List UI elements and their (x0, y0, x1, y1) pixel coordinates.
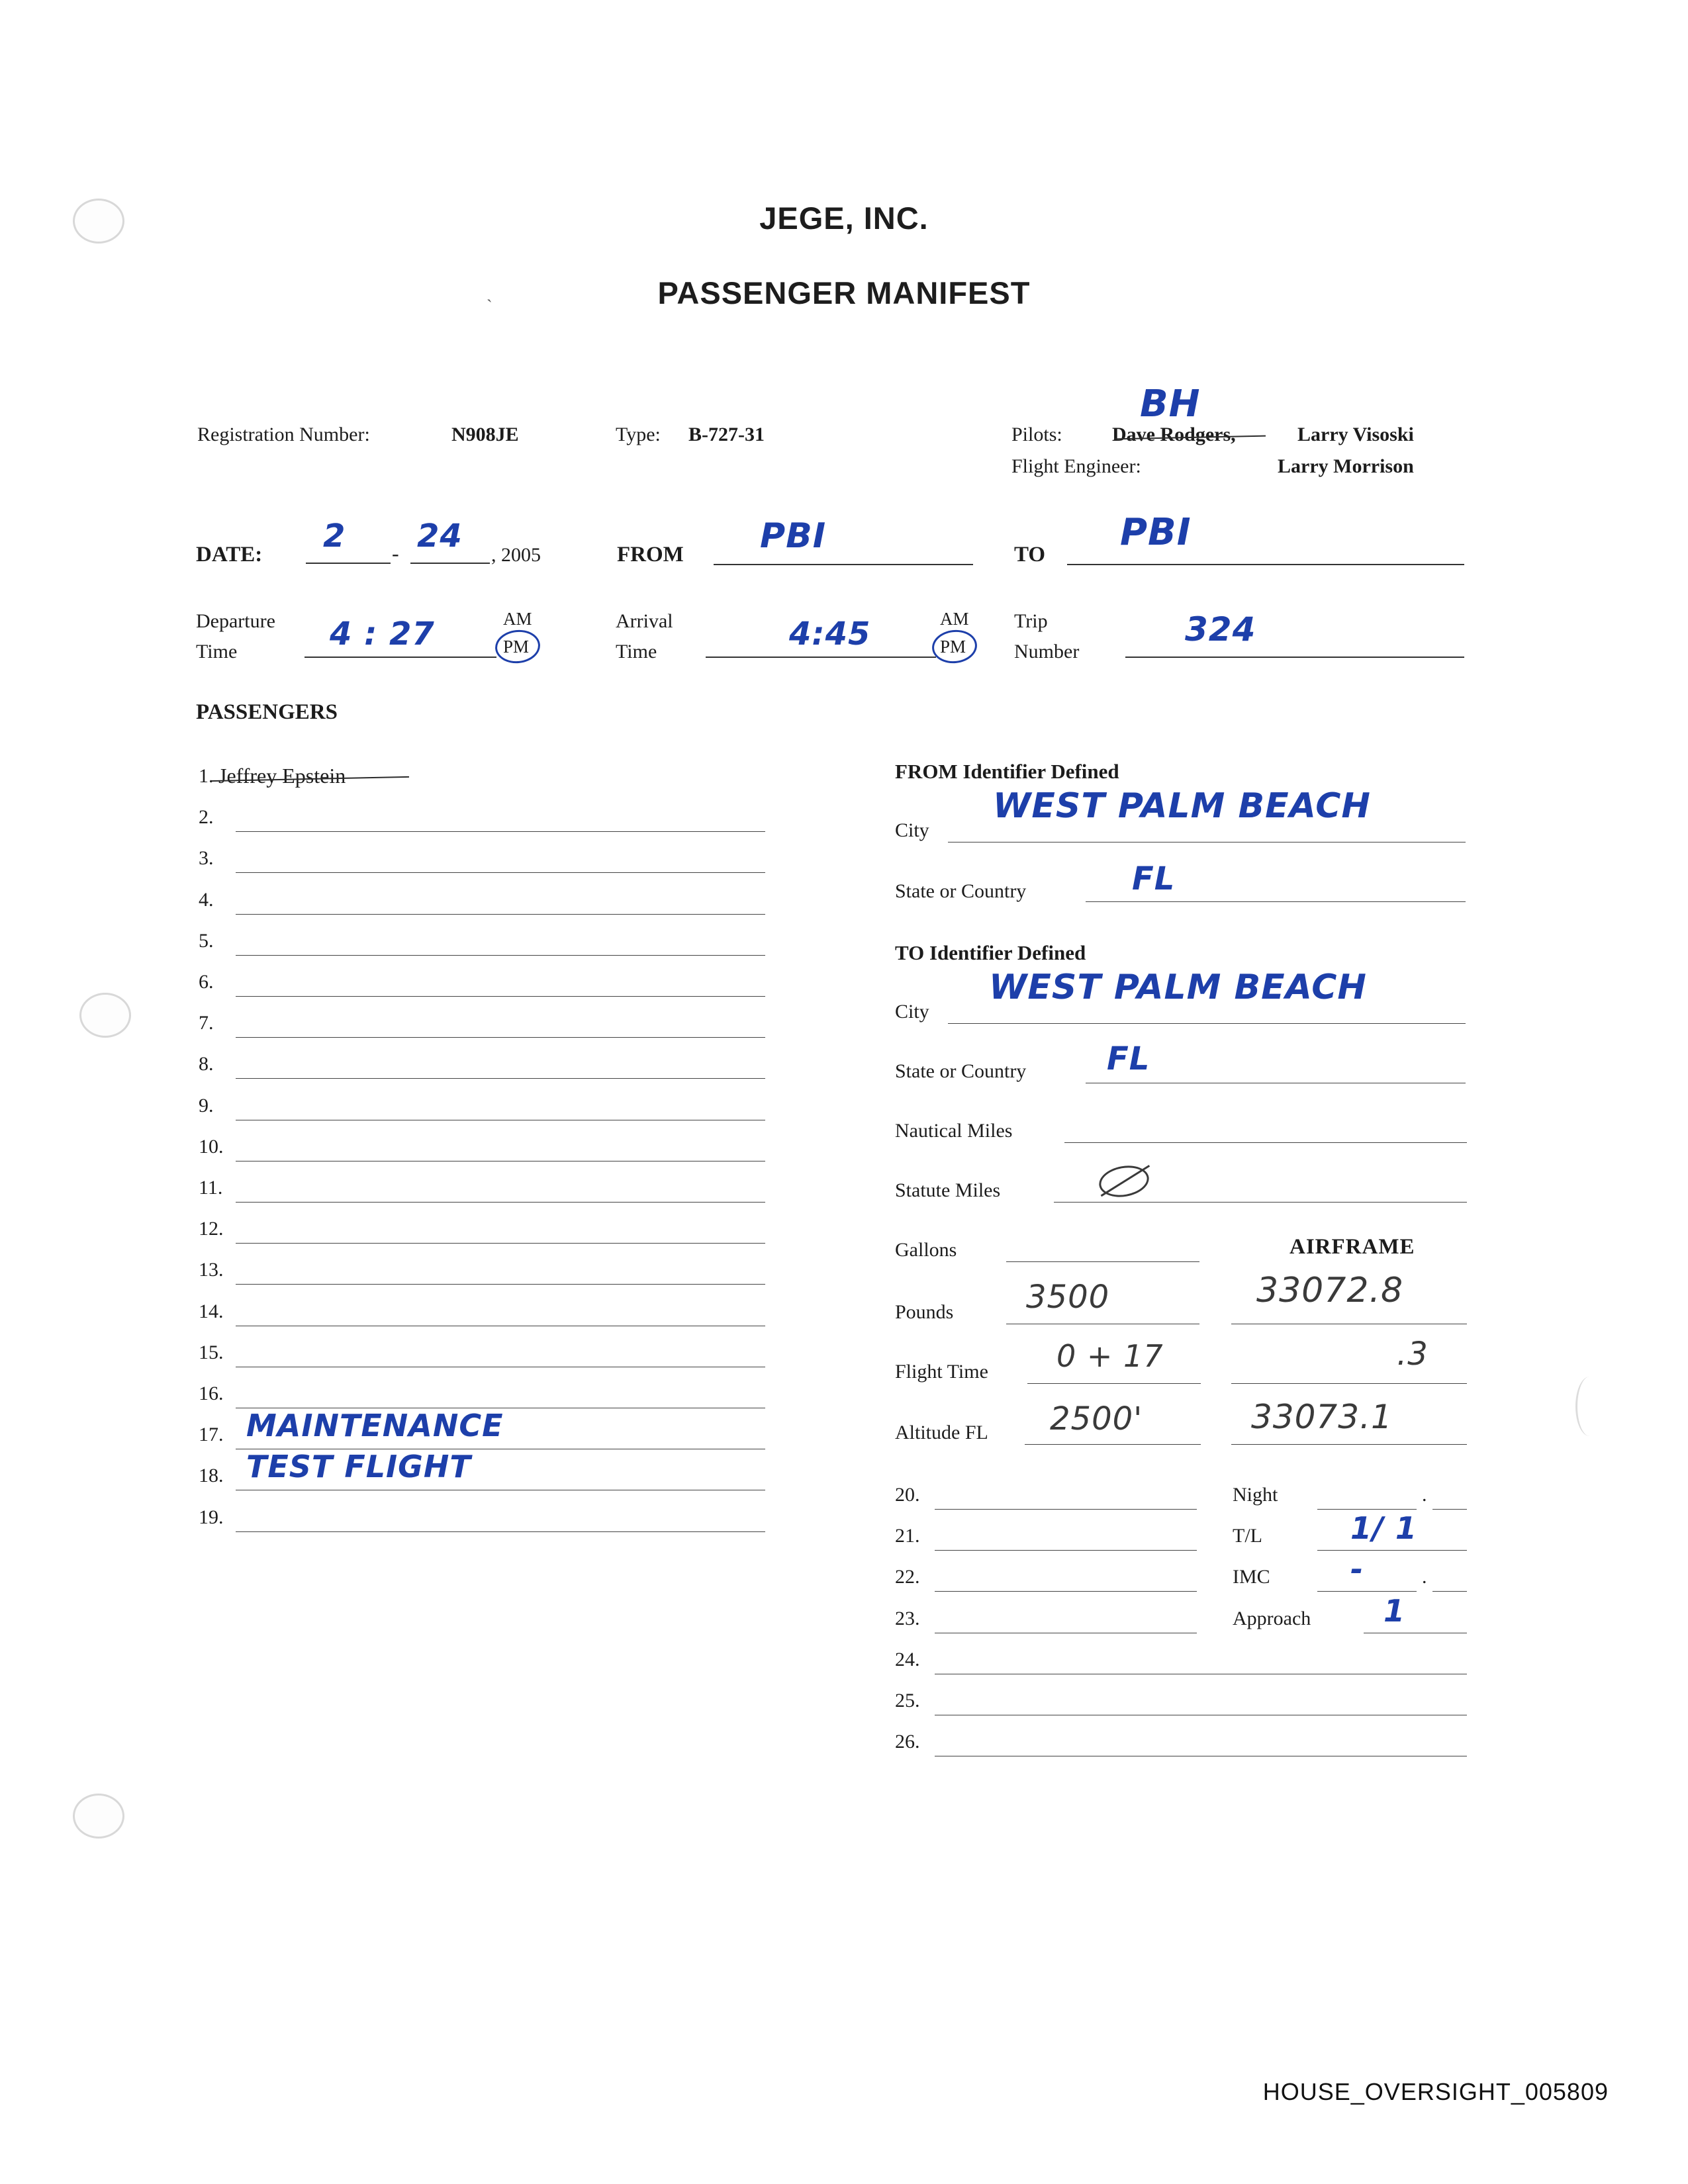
trip-number-value: 324 (1185, 610, 1256, 649)
gallons-label: Gallons (895, 1239, 957, 1261)
date-month-line (306, 563, 391, 564)
statute-miles-label: Statute Miles (895, 1179, 1001, 1201)
pounds-label: Pounds (895, 1301, 954, 1323)
passenger-row-line[interactable] (236, 1037, 765, 1038)
to-line (1067, 564, 1464, 565)
passenger-row-value: TEST FLIGHT (246, 1449, 471, 1485)
right-row-number: 26. (895, 1731, 920, 1753)
trip-label-line1: Trip (1014, 610, 1048, 632)
altitude-line (1025, 1444, 1201, 1445)
right-row-label-value: 1/ 1 (1350, 1510, 1417, 1547)
passenger-row-number: 19. (199, 1506, 224, 1528)
from-label: FROM (617, 543, 684, 567)
statute-miles-line (1054, 1202, 1467, 1203)
right-row-label: T/L (1233, 1525, 1262, 1547)
arrival-label-line1: Arrival (616, 610, 673, 632)
passenger-row-line[interactable] (236, 831, 765, 832)
passenger-row-line[interactable] (236, 1531, 765, 1532)
flight-time-airframe-value: .3 (1397, 1336, 1429, 1373)
departure-time-line (305, 657, 496, 658)
pilot-primary-value: Dave Rodgers, (1112, 424, 1236, 445)
altitude-value: 2500' (1050, 1400, 1143, 1437)
to-state-value: FL (1107, 1040, 1150, 1077)
from-identifier-heading: FROM Identifier Defined (895, 760, 1119, 783)
date-label: DATE: (196, 543, 263, 567)
from-line (714, 564, 973, 565)
altitude-airframe-line (1231, 1444, 1467, 1445)
passenger-row-line[interactable] (236, 1243, 765, 1244)
company-name: JEGE, INC. (759, 201, 929, 236)
footer-bates-stamp: HOUSE_OVERSIGHT_005809 (1262, 2078, 1609, 2105)
passenger-row-number: 6. (199, 971, 214, 993)
right-row-label-value: - (1350, 1551, 1364, 1588)
right-row-number: 20. (895, 1484, 920, 1506)
from-state-value: FL (1132, 860, 1176, 897)
passenger-row-number: 15. (199, 1341, 224, 1363)
date-year: , 2005 (491, 544, 541, 566)
to-city-label: City (895, 1001, 929, 1023)
pilots-label: Pilots: (1011, 424, 1062, 445)
trip-number-line (1125, 657, 1464, 658)
stray-mark-icon: ` (487, 296, 492, 316)
flight-engineer-value: Larry Morrison (1278, 455, 1414, 477)
date-dash: - (392, 541, 399, 565)
right-row-number: 22. (895, 1566, 920, 1588)
passenger-row-number: 5. (199, 929, 214, 952)
right-row-number: 25. (895, 1690, 920, 1711)
passenger-row-number: 3. (199, 847, 214, 870)
passengers-heading: PASSENGERS (196, 700, 338, 724)
passenger-row-number: 12. (199, 1218, 224, 1240)
passenger-row-number: 4. (199, 888, 214, 911)
trip-label-line2: Number (1014, 641, 1080, 662)
altitude-airframe-value: 33073.1 (1251, 1398, 1393, 1436)
right-row-line[interactable] (935, 1550, 1197, 1551)
pounds-value: 3500 (1026, 1279, 1110, 1316)
passenger-row-number: 18. (199, 1465, 224, 1487)
passenger-row-number: 11. (199, 1177, 223, 1199)
pilot-initials-handwriting: BH (1140, 383, 1201, 426)
passenger-row-number: 7. (199, 1012, 214, 1034)
to-state-label: State or Country (895, 1060, 1027, 1082)
passenger-row-line[interactable] (236, 872, 765, 873)
right-row-label: IMC (1233, 1566, 1270, 1588)
passenger-row-line[interactable] (236, 1284, 765, 1285)
page-edge-mark-icon (1575, 1377, 1604, 1436)
from-state-line (1086, 901, 1466, 902)
nautical-miles-line (1064, 1142, 1467, 1143)
from-value: PBI (760, 516, 827, 556)
departure-label-line2: Time (196, 641, 238, 662)
date-day-value: 24 (417, 518, 463, 555)
to-identifier-heading: TO Identifier Defined (895, 941, 1086, 964)
flight-time-line (1027, 1383, 1201, 1384)
departure-am-label: AM (503, 609, 532, 629)
passenger-row-value: Jeffrey Epstein (218, 764, 346, 788)
right-row-line[interactable] (935, 1591, 1197, 1592)
type-label: Type: (616, 424, 661, 445)
statute-miles-zero-mark-icon (1097, 1162, 1152, 1201)
date-month-value: 2 (323, 518, 346, 555)
flight-time-label: Flight Time (895, 1361, 988, 1383)
pounds-airframe-value: 33072.8 (1256, 1271, 1404, 1310)
departure-pm-label: PM (503, 637, 530, 657)
flight-time-value: 0 + 17 (1056, 1338, 1164, 1374)
departure-time-value: 4 : 27 (330, 615, 435, 653)
passenger-row-number: 16. (199, 1383, 224, 1404)
pilot-secondary-value: Larry Visoski (1297, 424, 1414, 445)
arrival-am-label: AM (940, 609, 969, 629)
punch-hole-icon (73, 1794, 124, 1839)
passenger-row-number: 8. (199, 1053, 214, 1075)
from-state-label: State or Country (895, 880, 1027, 902)
right-row-number: 23. (895, 1607, 920, 1629)
arrival-label-line2: Time (616, 641, 657, 662)
night-decimal-line[interactable] (1432, 1509, 1467, 1510)
registration-value: N908JE (451, 424, 519, 445)
night-decimal-point: . (1422, 1484, 1427, 1506)
airframe-label: AIRFRAME (1289, 1235, 1415, 1259)
passenger-row-number: 13. (199, 1259, 224, 1281)
altitude-label: Altitude FL (895, 1422, 988, 1443)
flight-time-airframe-line (1231, 1383, 1467, 1384)
right-row-label-line[interactable] (1317, 1509, 1417, 1510)
passenger-row-line[interactable] (236, 1202, 765, 1203)
to-label: TO (1014, 543, 1046, 567)
departure-pm-circle-icon (494, 628, 542, 666)
right-row-label: Night (1233, 1484, 1278, 1506)
passenger-row-line[interactable] (236, 996, 765, 997)
arrival-pm-circle-icon (931, 628, 979, 666)
arrival-time-line (706, 657, 936, 658)
passenger-row-number: 1. (199, 765, 214, 787)
imc-decimal-point: . (1422, 1566, 1427, 1588)
passenger-row-number: 2. (199, 806, 214, 829)
passenger-row-line[interactable] (236, 1078, 765, 1079)
imc-decimal-line[interactable] (1432, 1591, 1467, 1592)
passenger-row-number: 10. (199, 1135, 224, 1158)
to-city-line (948, 1023, 1466, 1024)
passenger-row-number: 14. (199, 1300, 224, 1322)
passenger-row-number: 17. (199, 1424, 224, 1446)
to-city-value: WEST PALM BEACH (989, 968, 1367, 1007)
to-value: PBI (1120, 511, 1192, 554)
right-row-number: 24. (895, 1648, 920, 1670)
passenger-row-number: 9. (199, 1094, 214, 1116)
arrival-pm-label: PM (940, 637, 966, 657)
type-value: B-727-31 (688, 424, 765, 445)
nautical-miles-label: Nautical Miles (895, 1120, 1013, 1142)
passenger-row-value: MAINTENANCE (246, 1408, 504, 1444)
from-city-value: WEST PALM BEACH (993, 786, 1371, 826)
gallons-line (1006, 1261, 1199, 1262)
right-row-label-line[interactable] (1317, 1550, 1467, 1551)
right-row-number: 21. (895, 1525, 920, 1547)
passenger-row-line[interactable] (236, 914, 765, 915)
passenger-row-line[interactable] (236, 955, 765, 956)
flight-engineer-label: Flight Engineer: (1011, 455, 1141, 477)
right-row-label: Approach (1233, 1607, 1311, 1629)
registration-label: Registration Number: (197, 424, 370, 445)
punch-hole-icon (79, 993, 131, 1038)
date-day-line (410, 563, 490, 564)
arrival-time-value: 4:45 (789, 615, 871, 653)
page-title: PASSENGER MANIFEST (657, 275, 1031, 310)
right-row-line[interactable] (935, 1509, 1197, 1510)
departure-label-line1: Departure (196, 610, 275, 632)
right-row-label-value: 1 (1383, 1592, 1406, 1629)
from-city-label: City (895, 819, 929, 841)
right-row-label-line[interactable] (1317, 1591, 1417, 1592)
